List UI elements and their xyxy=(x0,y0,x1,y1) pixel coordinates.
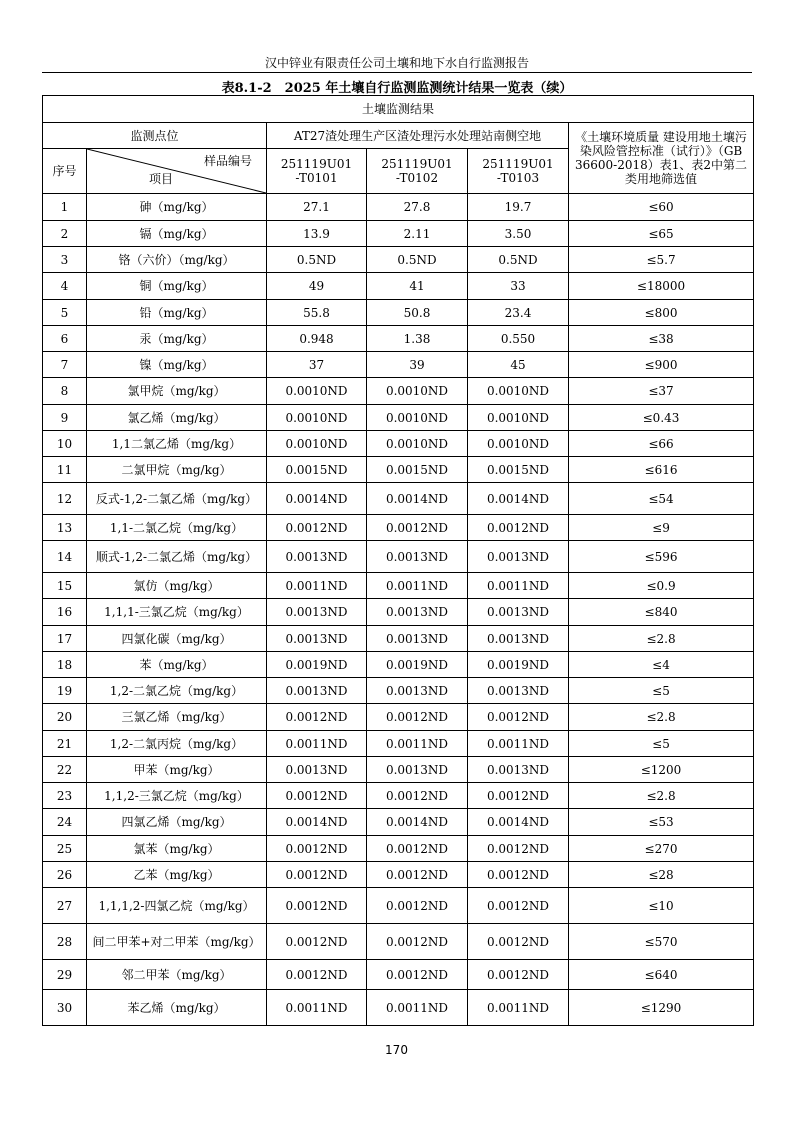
sample-1-value: 27.1 xyxy=(267,194,367,221)
standard-value: ≤4 xyxy=(569,652,754,678)
sample-id xyxy=(367,149,468,194)
table-row xyxy=(43,431,754,457)
standard-value: ≤270 xyxy=(569,836,754,862)
sample-1-value: 0.0012ND xyxy=(267,836,367,862)
table-row xyxy=(43,352,754,378)
report-header: 汉中锌业有限责任公司土壤和地下水自行监测报告 xyxy=(264,56,529,70)
sample-3-value: 0.0010ND xyxy=(468,378,569,405)
sample-1-value: 49 xyxy=(267,273,367,300)
sample-3-value: 0.0010ND xyxy=(468,431,569,457)
sample-2-value: 0.0013ND xyxy=(367,757,468,783)
sample-2-value: 0.0012ND xyxy=(367,515,468,541)
item-name: 顺式-1,2-二氯乙烯（mg/kg） xyxy=(87,541,267,573)
sample-1-value: 13.9 xyxy=(267,221,367,247)
sample-3-value: 0.0013ND xyxy=(468,541,569,573)
table-row xyxy=(43,678,754,704)
table-row xyxy=(43,599,754,626)
sample-id-text: 251119U01 -T0101 xyxy=(280,157,353,185)
sample-2-value: 0.0013ND xyxy=(367,626,468,652)
standard-header: 《土壤环境质量 建设用地土壤污染风险管控标准（试行）》（GB 36600-2018）表1、表2中第二类用地筛选值 xyxy=(569,123,754,194)
sample-3-value: 0.0012ND xyxy=(468,704,569,731)
sample-2-value: 0.0012ND xyxy=(367,836,468,862)
sample-3-value: 0.0012ND xyxy=(468,924,569,960)
item-name: 1,2-二氯丙烷（mg/kg） xyxy=(87,731,267,757)
standard-value: ≤900 xyxy=(569,352,754,378)
sample-2-value: 50.8 xyxy=(367,300,468,326)
table-row xyxy=(43,541,754,573)
item-name: 1,1,2-三氯乙烷（mg/kg） xyxy=(87,783,267,809)
sample-1-value: 0.0012ND xyxy=(267,515,367,541)
item-name: 间二甲苯+对二甲苯（mg/kg） xyxy=(87,924,267,960)
standard-value: ≤596 xyxy=(569,541,754,573)
item-name: 三氯乙烯（mg/kg） xyxy=(87,704,267,731)
sample-1-value: 0.0012ND xyxy=(267,924,367,960)
standard-value: ≤28 xyxy=(569,862,754,888)
table-row xyxy=(43,273,754,300)
sample-3-value: 3.50 xyxy=(468,221,569,247)
row-number: 15 xyxy=(43,573,87,599)
row-number: 13 xyxy=(43,515,87,541)
header-divider xyxy=(42,72,752,73)
item-name: 四氯乙烯（mg/kg） xyxy=(87,809,267,836)
standard-value: ≤570 xyxy=(569,924,754,960)
row-number: 4 xyxy=(43,273,87,300)
sample-1-value: 0.0013ND xyxy=(267,678,367,704)
sample-3-value: 0.0013ND xyxy=(468,757,569,783)
standard-value: ≤66 xyxy=(569,431,754,457)
sample-1-value: 0.0012ND xyxy=(267,783,367,809)
sample-3-value: 0.0010ND xyxy=(468,405,569,431)
item-name: 苯（mg/kg） xyxy=(87,652,267,678)
item-name: 氯甲烷（mg/kg） xyxy=(87,378,267,405)
table-row xyxy=(43,247,754,273)
sample-2-value: 0.0012ND xyxy=(367,888,468,924)
item-name: 甲苯（mg/kg） xyxy=(87,757,267,783)
table-row xyxy=(43,483,754,515)
sample-1-value: 0.0013ND xyxy=(267,541,367,573)
seq-header: 序号 xyxy=(43,149,87,194)
sample-3-value: 0.0012ND xyxy=(468,836,569,862)
sample-2-value: 0.0014ND xyxy=(367,483,468,515)
row-number: 8 xyxy=(43,378,87,405)
item-name: 铜（mg/kg） xyxy=(87,273,267,300)
standard-value: ≤53 xyxy=(569,809,754,836)
sample-1-value: 0.0013ND xyxy=(267,757,367,783)
row-number: 25 xyxy=(43,836,87,862)
sample-1-value: 0.0015ND xyxy=(267,457,367,483)
sample-3-value: 0.0011ND xyxy=(468,731,569,757)
item-name: 1,2-二氯乙烷（mg/kg） xyxy=(87,678,267,704)
table-row xyxy=(43,626,754,652)
row-number: 30 xyxy=(43,990,87,1026)
standard-value: ≤65 xyxy=(569,221,754,247)
sample-1-value: 0.0012ND xyxy=(267,862,367,888)
standard-value: ≤0.9 xyxy=(569,573,754,599)
sample-2-value: 39 xyxy=(367,352,468,378)
sample-3-value: 0.5ND xyxy=(468,247,569,273)
standard-value: ≤640 xyxy=(569,960,754,990)
table-row xyxy=(43,990,754,1026)
sample-2-value: 0.0013ND xyxy=(367,678,468,704)
table-row xyxy=(43,378,754,405)
sample-3-value: 0.550 xyxy=(468,326,569,352)
item-name: 反式-1,2-二氯乙烯（mg/kg） xyxy=(87,483,267,515)
sample-2-value: 0.0013ND xyxy=(367,599,468,626)
sample-2-value: 0.0015ND xyxy=(367,457,468,483)
standard-value: ≤54 xyxy=(569,483,754,515)
item-name: 1,1,1-三氯乙烷（mg/kg） xyxy=(87,599,267,626)
sample-3-value: 0.0011ND xyxy=(468,573,569,599)
item-name: 铅（mg/kg） xyxy=(87,300,267,326)
sample-1-value: 0.0011ND xyxy=(267,990,367,1026)
sample-1-value: 55.8 xyxy=(267,300,367,326)
standard-value: ≤840 xyxy=(569,599,754,626)
sample-1-value: 0.0010ND xyxy=(267,431,367,457)
item-label: 项目 xyxy=(149,172,174,186)
sample-1-value: 0.0011ND xyxy=(267,573,367,599)
sample-3-value: 0.0015ND xyxy=(468,457,569,483)
sample-2-value: 0.0011ND xyxy=(367,573,468,599)
sample-2-value: 1.38 xyxy=(367,326,468,352)
sample-id-text: 251119U01 -T0103 xyxy=(482,157,554,185)
row-number: 6 xyxy=(43,326,87,352)
row-number: 3 xyxy=(43,247,87,273)
sample-3-value: 23.4 xyxy=(468,300,569,326)
sample-2-value: 0.0012ND xyxy=(367,704,468,731)
sample-2-value: 0.0011ND xyxy=(367,990,468,1026)
sample-2-value: 41 xyxy=(367,273,468,300)
row-number: 10 xyxy=(43,431,87,457)
item-name: 二氯甲烷（mg/kg） xyxy=(87,457,267,483)
sample-3-value: 0.0011ND xyxy=(468,990,569,1026)
table-row xyxy=(43,300,754,326)
table-row xyxy=(43,457,754,483)
sample-1-value: 0.0011ND xyxy=(267,731,367,757)
sample-2-value: 0.0010ND xyxy=(367,378,468,405)
sample-no-label: 样品编号 xyxy=(203,154,252,168)
table-row xyxy=(43,757,754,783)
standard-value: ≤2.8 xyxy=(569,704,754,731)
item-name: 邻二甲苯（mg/kg） xyxy=(87,960,267,990)
standard-value: ≤0.43 xyxy=(569,405,754,431)
sample-id xyxy=(267,149,367,194)
sample-1-value: 0.0013ND xyxy=(267,599,367,626)
row-number: 27 xyxy=(43,888,87,924)
row-number: 18 xyxy=(43,652,87,678)
item-name: 砷（mg/kg） xyxy=(87,194,267,221)
item-name: 氯苯（mg/kg） xyxy=(87,836,267,862)
item-name: 1,1二氯乙烯（mg/kg） xyxy=(87,431,267,457)
sample-3-value: 0.0013ND xyxy=(468,626,569,652)
sample-2-value: 0.0014ND xyxy=(367,809,468,836)
sample-2-value: 0.0010ND xyxy=(367,405,468,431)
row-number: 11 xyxy=(43,457,87,483)
row-number: 22 xyxy=(43,757,87,783)
sample-2-value: 0.0012ND xyxy=(367,862,468,888)
sample-2-value: 0.0012ND xyxy=(367,960,468,990)
standard-value: ≤37 xyxy=(569,378,754,405)
sample-1-value: 0.0012ND xyxy=(267,960,367,990)
row-number: 12 xyxy=(43,483,87,515)
standard-value: ≤60 xyxy=(569,194,754,221)
standard-value: ≤5.7 xyxy=(569,247,754,273)
item-name: 汞（mg/kg） xyxy=(87,326,267,352)
sample-3-value: 0.0012ND xyxy=(468,960,569,990)
sample-3-value: 33 xyxy=(468,273,569,300)
sample-3-value: 45 xyxy=(468,352,569,378)
row-number: 28 xyxy=(43,924,87,960)
table-row xyxy=(43,405,754,431)
table-row xyxy=(43,652,754,678)
sample-3-value: 0.0013ND xyxy=(468,678,569,704)
sample-1-value: 0.0013ND xyxy=(267,626,367,652)
row-number: 1 xyxy=(43,194,87,221)
sample-2-value: 0.0012ND xyxy=(367,924,468,960)
sample-1-value: 0.0012ND xyxy=(267,888,367,924)
row-number: 2 xyxy=(43,221,87,247)
sample-1-value: 37 xyxy=(267,352,367,378)
sample-3-value: 0.0019ND xyxy=(468,652,569,678)
table-row xyxy=(43,704,754,731)
diagonal-header-cell xyxy=(87,149,267,194)
item-name: 氯仿（mg/kg） xyxy=(87,573,267,599)
standard-value: ≤2.8 xyxy=(569,783,754,809)
item-name: 四氯化碳（mg/kg） xyxy=(87,626,267,652)
row-number: 24 xyxy=(43,809,87,836)
sample-2-value: 0.5ND xyxy=(367,247,468,273)
table-row xyxy=(43,862,754,888)
standard-value: ≤5 xyxy=(569,731,754,757)
table-row xyxy=(43,836,754,862)
item-name: 苯乙烯（mg/kg） xyxy=(87,990,267,1026)
row-number: 7 xyxy=(43,352,87,378)
sample-1-value: 0.0012ND xyxy=(267,704,367,731)
row-number: 21 xyxy=(43,731,87,757)
table-title: 表8.1-2 2025 年土壤自行监测监测统计结果一览表（续） xyxy=(221,81,573,96)
table-row xyxy=(43,221,754,247)
row-number: 17 xyxy=(43,626,87,652)
table-row xyxy=(43,809,754,836)
standard-value: ≤9 xyxy=(569,515,754,541)
row-number: 20 xyxy=(43,704,87,731)
sample-3-value: 0.0012ND xyxy=(468,862,569,888)
item-name: 镉（mg/kg） xyxy=(87,221,267,247)
item-name: 1,1-二氯乙烷（mg/kg） xyxy=(87,515,267,541)
row-number: 29 xyxy=(43,960,87,990)
sample-2-value: 2.11 xyxy=(367,221,468,247)
sample-id xyxy=(468,149,569,194)
row-number: 23 xyxy=(43,783,87,809)
sample-3-value: 0.0014ND xyxy=(468,809,569,836)
row-number: 9 xyxy=(43,405,87,431)
row-number: 19 xyxy=(43,678,87,704)
table-row xyxy=(43,888,754,924)
standard-value: ≤1200 xyxy=(569,757,754,783)
item-name: 氯乙烯（mg/kg） xyxy=(87,405,267,431)
sample-2-value: 0.0012ND xyxy=(367,783,468,809)
sample-2-value: 27.8 xyxy=(367,194,468,221)
item-name: 镍（mg/kg） xyxy=(87,352,267,378)
sample-1-value: 0.0010ND xyxy=(267,405,367,431)
sample-1-value: 0.0019ND xyxy=(267,652,367,678)
row-number: 26 xyxy=(43,862,87,888)
sample-2-value: 0.0011ND xyxy=(367,731,468,757)
row-number: 5 xyxy=(43,300,87,326)
sample-id-text: 251119U01 -T0102 xyxy=(381,157,453,185)
sample-1-value: 0.0014ND xyxy=(267,483,367,515)
table-row xyxy=(43,960,754,990)
sample-1-value: 0.5ND xyxy=(267,247,367,273)
table-row xyxy=(43,731,754,757)
sample-3-value: 0.0012ND xyxy=(468,783,569,809)
standard-value: ≤800 xyxy=(569,300,754,326)
page-number: 170 xyxy=(385,1043,408,1057)
standard-value: ≤5 xyxy=(569,678,754,704)
standard-value: ≤2.8 xyxy=(569,626,754,652)
standard-value: ≤616 xyxy=(569,457,754,483)
table-row xyxy=(43,326,754,352)
table-row xyxy=(43,783,754,809)
point-label: 监测点位 xyxy=(43,123,267,149)
standard-value: ≤1290 xyxy=(569,990,754,1026)
sample-1-value: 0.948 xyxy=(267,326,367,352)
results-table xyxy=(42,95,754,1026)
row-number: 16 xyxy=(43,599,87,626)
item-name: 乙苯（mg/kg） xyxy=(87,862,267,888)
sample-1-value: 0.0014ND xyxy=(267,809,367,836)
standard-value: ≤38 xyxy=(569,326,754,352)
sample-3-value: 0.0014ND xyxy=(468,483,569,515)
table-row xyxy=(43,194,754,221)
site-name: AT27渣处理生产区渣处理污水处理站南侧空地 xyxy=(267,123,569,149)
table-row xyxy=(43,924,754,960)
sample-3-value: 0.0012ND xyxy=(468,888,569,924)
sample-1-value: 0.0010ND xyxy=(267,378,367,405)
sample-2-value: 0.0010ND xyxy=(367,431,468,457)
standard-value: ≤18000 xyxy=(569,273,754,300)
table-row xyxy=(43,573,754,599)
standard-value: ≤10 xyxy=(569,888,754,924)
sample-3-value: 19.7 xyxy=(468,194,569,221)
item-name: 铬（六价）（mg/kg） xyxy=(87,247,267,273)
sample-3-value: 0.0013ND xyxy=(468,599,569,626)
sample-2-value: 0.0019ND xyxy=(367,652,468,678)
section-title: 土壤监测结果 xyxy=(43,96,754,123)
sample-2-value: 0.0013ND xyxy=(367,541,468,573)
table-row xyxy=(43,515,754,541)
sample-3-value: 0.0012ND xyxy=(468,515,569,541)
item-name: 1,1,1,2-四氯乙烷（mg/kg） xyxy=(87,888,267,924)
row-number: 14 xyxy=(43,541,87,573)
